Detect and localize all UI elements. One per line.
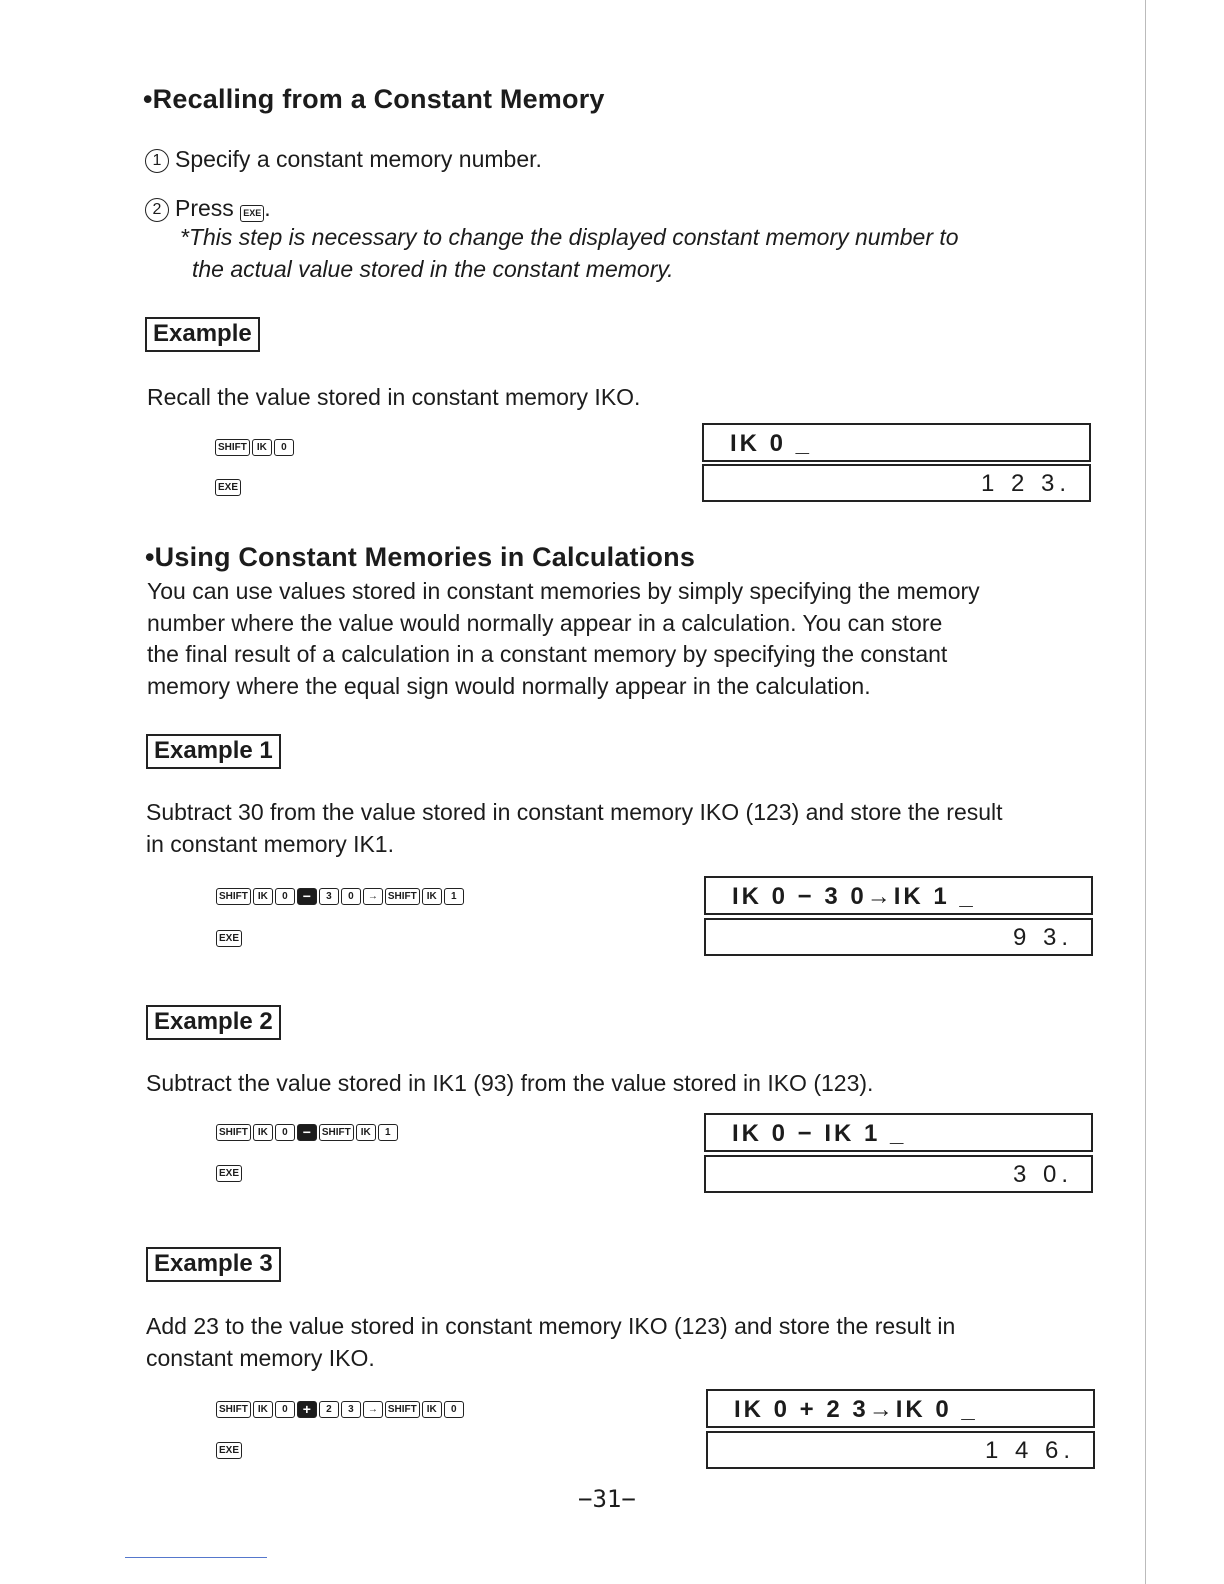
example-2-desc: Subtract the value stored in IK1 (93) from the value stored in IKO (123). [146, 1070, 874, 1096]
key-sequence-1 [215, 439, 294, 456]
calc-display-input [704, 1113, 1093, 1152]
calc-display-input [706, 1389, 1095, 1428]
exe-key-icon: EXE [240, 205, 264, 222]
display-result: 9 3. [1012, 924, 1073, 951]
key-0-icon: 0 [341, 888, 361, 905]
example-3-desc-line-2: constant memory IKO. [146, 1345, 375, 1371]
section-heading-calculations: •Using Constant Memories in Calculations [145, 542, 696, 572]
plus-key-icon: + [297, 1401, 317, 1418]
display-text: IK 0 − IK 1 _ [732, 1120, 907, 1147]
note-line-1: *This step is necessary to change the displayed constant memory number to [180, 224, 959, 250]
key-sequence-2 [216, 1165, 242, 1182]
exe-key-icon: EXE [216, 930, 242, 947]
display-text: IK 0 − 3 0→IK 1 _ [732, 883, 976, 910]
minus-key-icon: − [297, 888, 317, 905]
key-1-icon: 1 [444, 888, 464, 905]
display-result: 1 4 6. [984, 1437, 1075, 1464]
paragraph-line-4: memory where the equal sign would normally appear in the calculation. [147, 673, 871, 699]
paragraph-line-3: the final result of a calculation in a constant memory by specifying the constant [147, 641, 948, 667]
ik-key-icon: IK [253, 1401, 273, 1418]
exe-key-icon: EXE [215, 479, 241, 496]
key-0-icon: 0 [444, 1401, 464, 1418]
example-2-label: Example 2 [146, 1005, 281, 1040]
shift-key-icon: SHIFT [385, 888, 420, 905]
key-1-icon: 1 [378, 1124, 398, 1141]
ik-key-icon: IK [253, 888, 273, 905]
exe-key-icon: EXE [216, 1165, 242, 1182]
minus-key-icon: − [297, 1124, 317, 1141]
footer-divider [125, 1557, 267, 1558]
ik-key-icon: IK [252, 439, 272, 456]
key-sequence-2 [216, 930, 242, 947]
example-label: Example [145, 317, 260, 352]
key-sequence-1 [216, 1401, 464, 1418]
example-1-desc-line-2: in constant memory IK1. [146, 831, 394, 857]
exe-key-icon: EXE [216, 1442, 242, 1459]
display-text: IK 0 _ [730, 430, 813, 457]
key-2-icon: 2 [319, 1401, 339, 1418]
ik-key-icon: IK [422, 888, 442, 905]
example-description: Recall the value stored in constant memory IKO. [147, 384, 641, 410]
note-line-2: the actual value stored in the constant memory. [192, 256, 674, 282]
section-heading-recalling: •Recalling from a Constant Memory [143, 84, 605, 114]
key-3-icon: 3 [341, 1401, 361, 1418]
shift-key-icon: SHIFT [216, 888, 251, 905]
display-text: IK 0 + 2 3→IK 0 _ [734, 1396, 978, 1423]
example-3-label: Example 3 [146, 1247, 281, 1282]
paragraph-line-2: number where the value would normally appear in a calculation. You can store [147, 610, 943, 636]
example-1-label: Example 1 [146, 734, 281, 769]
shift-key-icon: SHIFT [319, 1124, 354, 1141]
calc-display-input [704, 876, 1093, 915]
ik-key-icon: IK [422, 1401, 442, 1418]
shift-key-icon: SHIFT [215, 439, 250, 456]
step-number-1: 1 [145, 149, 169, 173]
key-sequence-2 [216, 1442, 242, 1459]
calc-display-input [702, 423, 1091, 462]
step-number-2: 2 [145, 198, 169, 222]
page-edge-line [1145, 0, 1146, 1584]
step-1 [145, 143, 542, 175]
key-sequence-1 [216, 1124, 398, 1141]
step-1-text: Specify a constant memory number. [175, 146, 542, 172]
calc-display-result [704, 918, 1093, 956]
example-1-desc-line-1: Subtract 30 from the value stored in constant memory IKO (123) and store the result [146, 799, 1003, 825]
calc-display-result [704, 1155, 1093, 1193]
key-0-icon: 0 [275, 1401, 295, 1418]
calc-display-result [706, 1431, 1095, 1469]
shift-key-icon: SHIFT [216, 1124, 251, 1141]
page-number: −31− [578, 1485, 636, 1513]
shift-key-icon: SHIFT [385, 1401, 420, 1418]
key-0-icon: 0 [275, 888, 295, 905]
key-3-icon: 3 [319, 888, 339, 905]
key-0-icon: 0 [275, 1124, 295, 1141]
step-2: 2 Press EXE . [145, 192, 271, 224]
display-result: 1 2 3. [980, 470, 1071, 497]
shift-key-icon: SHIFT [216, 1401, 251, 1418]
ik-key-icon: IK [253, 1124, 273, 1141]
key-0-icon: 0 [274, 439, 294, 456]
calc-display-result [702, 464, 1091, 502]
example-3-desc-line-1: Add 23 to the value stored in constant memory IKO (123) and store the result in [146, 1313, 956, 1339]
ik-key-icon: IK [356, 1124, 376, 1141]
key-sequence-2 [215, 479, 241, 496]
arrow-key-icon: → [363, 1401, 383, 1418]
paragraph-line-1: You can use values stored in constant memories by simply specifying the memory [147, 578, 980, 604]
key-sequence-1 [216, 888, 464, 905]
display-result: 3 0. [1012, 1161, 1073, 1188]
arrow-key-icon: → [363, 888, 383, 905]
step-2-text: Press [175, 195, 234, 221]
